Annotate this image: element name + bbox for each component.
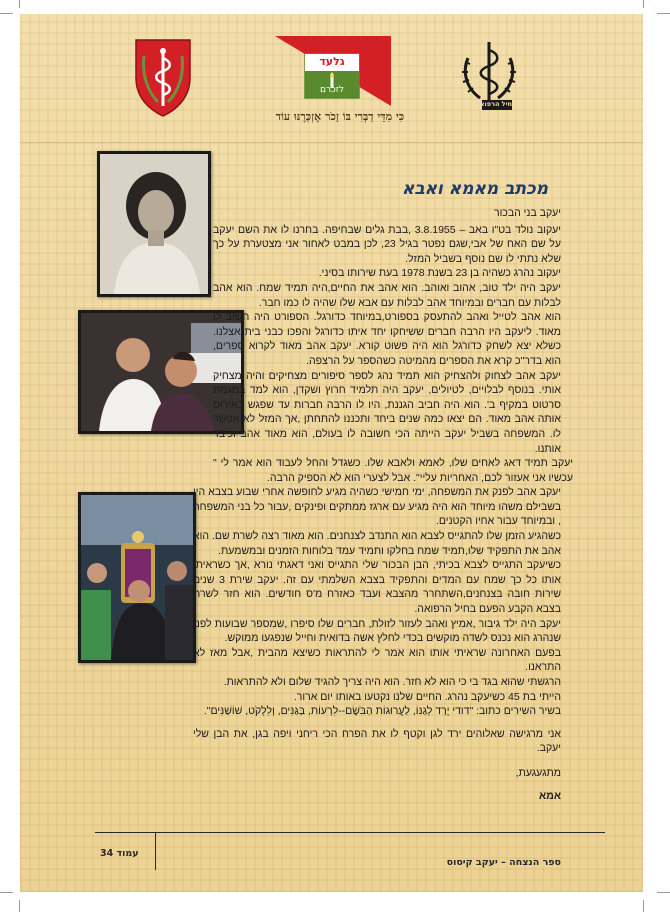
paragraph: אני מרגישה שאלוהים ירד לגן וקטף לו את הפרח הכי ריחני ויפה בגן, את הבן שלי יעקב. <box>193 727 561 755</box>
crop-mark <box>0 892 13 893</box>
paragraph: יעקב אהב לפנק את המשפחה, ימי חמישי כשהיה מגיע לחופשה אחרי שבוע בצבא היו בשבילם משהו מיוחד הוא היה מגיע עם ארגז ממתקים ופינקים ,עבור כל בני המשפחה , ובמיוחד עבור אחיו הקטנים. <box>193 486 561 528</box>
page-header <box>20 14 643 143</box>
memorial-page <box>20 14 643 892</box>
paragraph: יעקב תמיד דאג לאחים שלו, לאמא ולאבא שלו. כשגדל והחל לעבוד הוא אמר לי " עכשיו אני אעזור לכם, האחריות עליי". אבל לצערי הוא לא הספיק הרבה. <box>213 457 573 484</box>
paragraph: כשהגיע הזמן שלו להתגייס לצבא הוא התנדב לצנחנים. הוא מאוד רצה לשרת שם. הוא אהב את התפקיד שלו,תמיד שמח בחלקו ותמיד עמד בלוחות הזמנים ובמשמעת. <box>193 530 561 557</box>
paragraph: הייתי בת 45 כשיעקב נהרג. החיים שלנו נקטעו באותו יום ארור. <box>293 690 561 703</box>
paragraph: הרגשתי שהוא בגד בי כי הוא לא חזר. הוא היה צריך להגיד שלום ולא להתראות. <box>223 676 561 688</box>
footer-divider <box>95 832 605 833</box>
signature: אמא <box>539 789 561 802</box>
emblem-text: חיל הרפואה <box>475 100 512 108</box>
footer-separator <box>155 832 156 870</box>
crop-mark <box>657 13 670 14</box>
gilad-logo-top-text: גלעד <box>319 55 345 68</box>
gilad-memorial-logo-icon <box>275 36 391 108</box>
torah-celebration-image <box>81 495 193 660</box>
gilad-logo-bottom-text: לזכרם <box>319 85 345 95</box>
header-tagline: כִּי מִדֵּי דַבְּרִי בּוֹ זָכֹר אֶזְכְּרֶנּוּ עוֹד <box>275 110 405 123</box>
article-body <box>193 206 573 803</box>
crop-mark <box>19 900 20 912</box>
paragraph: יעקב בני הבכור <box>493 207 561 219</box>
crop-mark <box>0 13 13 14</box>
closing-line: מתגעגעת, <box>515 766 561 779</box>
paragraph: יעקב היה ילד טוב, אהוב ואוהב. הוא אהב את החיים,היה תמיד שמח. הוא אהב לבלות עם חברים ובמיוחד אהב לבלות עם אבא שלו שהיה לו כמו חבר. <box>213 281 561 309</box>
torah-celebration-photo <box>78 492 196 663</box>
medical-corps-shield-icon <box>132 38 194 118</box>
portrait-photo <box>97 151 211 297</box>
portrait-image <box>100 154 208 294</box>
paragraph: יעקב היה ילד גיבור ,אמיץ ואהב לעזור לזולת, חברים שלו סיפרו ,שמספר שבועות לפני שנהרג הוא נכנס לשדה מוקשים בכדי לחלץ אשה בדואית וחייל שנפגעו ממוקש. <box>193 617 561 645</box>
paragraph: כשיעקב התגייס לצבא בכיתי, הבן הבכור שלי התגייס ואני דאגתי נורא ,אך כשראיתי אותו כל כך שמח עם המדים והתפקיד בצבא השלמתי עם זה. יעקב שירת 3 שנים שירות חובה בצנחנים,השתחרר מהצבא ועבד כאזרח מ'ס חודשים. הוא חזר לשרת בצבא הקבע הפעם בחיל הרפואה. <box>193 559 561 616</box>
page-number: עמוד 34 <box>100 848 139 859</box>
paragraph: הוא אהב לטייל ואהב להתעסק בספורט,במיוחד כדורגל. הספורט היה חשוב לו מאוד. ליעקב היו הרבה חברים ששיחקו יחד איתו כדורגל והפכו כבני בית אצלנו. כשלא יצא לשחק כדורגל הוא היה פשוט קורא. יעקב אהב מאוד לקרוא ספרים, הוא בדר"כ קרא את הספרים מהמיטה כשהספר על הרצפה. <box>213 311 561 367</box>
paragraph: יעקוב נולד בט"ו באב – 3.8.1955 ,בבת גלים שבחיפה. בחרנו לו את השם יעקב על שם האח של אבי,שגם נפטר בגיל 23, לכן במבט לאחור אני מצטערת על כך שלא נתתי לו שם נוסף בשביל המזל. <box>213 223 561 265</box>
book-title: ספר הנצחה – יעקב קיסוס <box>446 857 561 868</box>
paragraph: יעקב אהב לצחוק ולהצחיק הוא תמיד נהג לספר סיפורים מצחיקים והיה מצחיק אותי. בנוסף לבלויים, לטיולים, יעקב היה תלמיד חרוץ ושקדן, הוא למד במגמת סרטוט במקיף ב'. הוא היה חביב הגננת, היו לו הרבה חברות עד שפגש באירוס אותה אהב מאוד. הם יצאו כמה שנים ביחד ותכננו להתחתן ,אך המזל לא אפשר לו. המשפחה בשביל יעקב הייתה הכי חשובה לו בעולם, הוא מאוד אהב וכיבד אותנו. <box>213 369 561 455</box>
article-title: מכתב מאמא ואבא <box>401 179 548 199</box>
crop-mark <box>643 900 644 912</box>
paragraph: יעקוב נהרג כשהיה בן 23 בשנת 1978 בעת שירותו בסיני. <box>318 267 561 280</box>
paragraph: בשיר השירים כתוב: "דודי יָרַד לְגַנּוֹ, לַעֲרוּגוֹת הַבֹּשֶׂם--לִרְעוֹת, בַּגַּנִּים, וְלִלְקֹט, שׁוֹשַׁנִּים". <box>203 705 561 718</box>
crop-mark <box>643 0 644 8</box>
crop-mark <box>19 0 20 8</box>
crop-mark <box>657 892 670 893</box>
paragraph: בפעם האחרונה שראיתי אותו הוא אמר לי להתראות כשיצא מהבית ,אבל מאז לא התראנו. <box>193 646 561 674</box>
